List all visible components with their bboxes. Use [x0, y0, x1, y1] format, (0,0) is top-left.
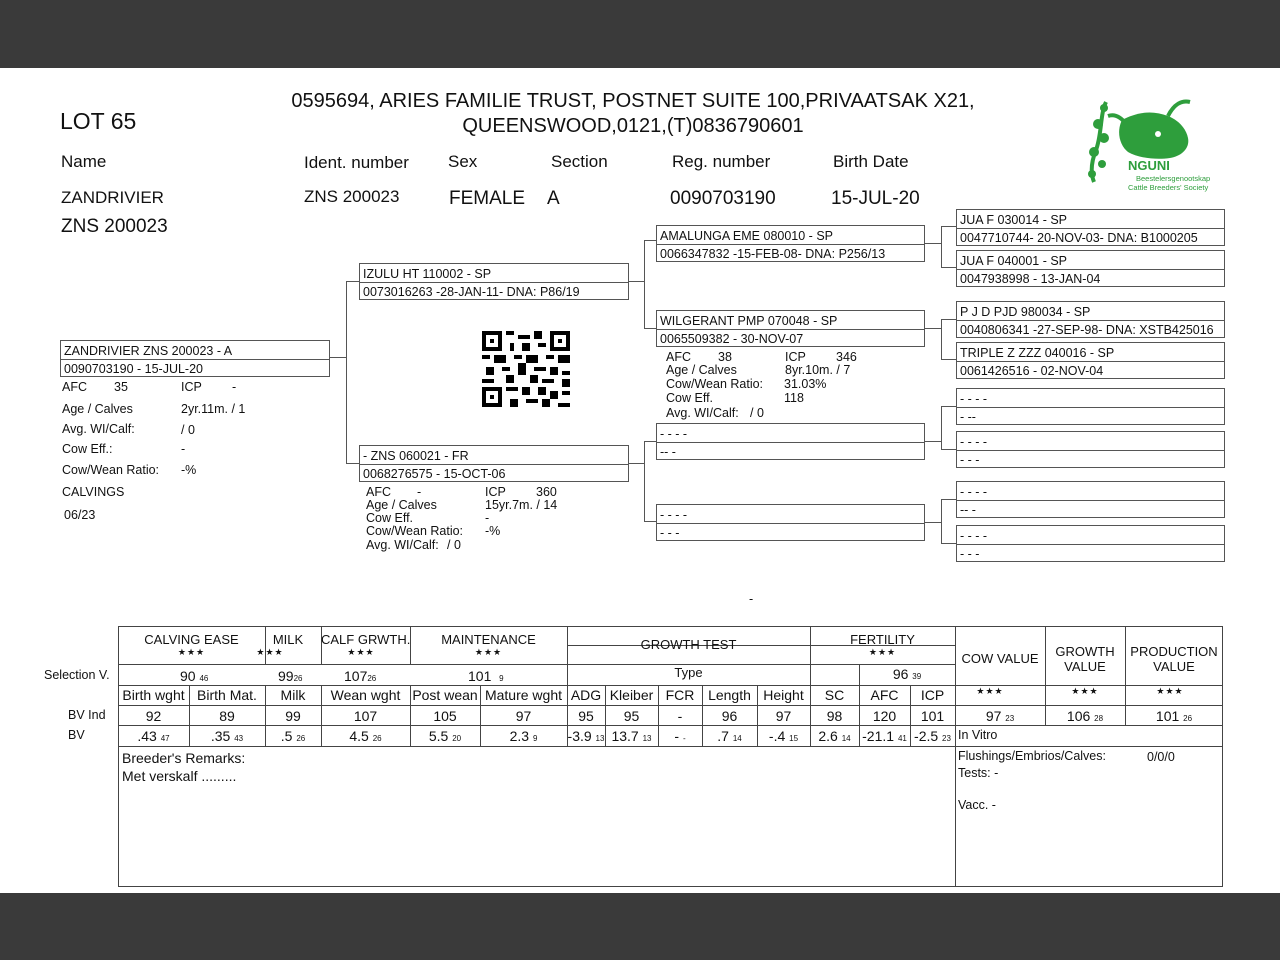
logo-sub-2: Cattle Breeders' Society	[1128, 183, 1209, 192]
self-afc: 35	[114, 380, 128, 394]
bv-cell	[265, 728, 321, 744]
sel-maintenance	[468, 668, 504, 684]
bv-ind-cell: 95	[578, 708, 594, 724]
bv-acc: 23	[942, 734, 951, 743]
self-eff: -	[181, 442, 186, 456]
bv-ind-label: BV Ind	[68, 708, 106, 722]
sel-milk-value: 99	[278, 668, 294, 684]
sire-dam-box	[656, 310, 925, 347]
sel-milk	[278, 668, 302, 684]
trait-header-cell: Kleiber	[609, 687, 654, 703]
bv-acc: 41	[897, 734, 907, 743]
ggp-2-line-1: JUA F 040001 - SP	[960, 254, 1068, 268]
bv-value: .5	[280, 728, 293, 744]
dam-cw-label: Cow/Wean Ratio:	[366, 524, 464, 538]
bv-acc: 9	[532, 734, 538, 743]
bv-value: 2.3	[509, 728, 530, 744]
bv-ind-cell: 92	[145, 708, 162, 724]
trait-header-cell: Mature wght	[484, 687, 563, 703]
bv-value: .43	[137, 728, 157, 744]
bv-acc: 26	[372, 734, 382, 743]
trait-header-cell: Length	[708, 687, 751, 703]
animal-ident: ZNS 200023	[304, 187, 400, 206]
trait-header-cell: Wean wght	[330, 687, 401, 703]
owner-line-1: 0595694, ARIES FAMILIE TRUST, POSTNET SUITE 100,PRIVAATSAK X21,	[291, 90, 975, 112]
trait-header-cell: Milk	[280, 687, 306, 703]
trait-header-cell: SC	[824, 687, 845, 703]
ggp-8-line-1: - - - -	[960, 529, 988, 543]
self-calvings-label: CALVINGS	[62, 485, 125, 499]
nguni-logo	[1082, 94, 1212, 198]
dam-afc: -	[417, 485, 422, 499]
logo-brand: NGUNI	[1128, 158, 1170, 173]
sd-cw-label: Cow/Wean Ratio:	[666, 377, 764, 391]
ggp-box-6	[956, 431, 1225, 468]
animal-name: ZANDRIVIER	[61, 188, 164, 207]
stars-fertility: ★★★	[868, 647, 897, 657]
value-ind-acc: 28	[1094, 714, 1104, 723]
col-name-label: Name	[61, 152, 107, 171]
dam-icp-label: ICP	[485, 485, 506, 499]
dd-line-2: - - -	[660, 526, 680, 540]
bv-acc: 20	[452, 734, 462, 743]
group-milk: MILK	[272, 632, 304, 647]
ggp-7-line-1: - - - -	[960, 485, 988, 499]
sel-maintenance-value: 101	[468, 668, 492, 684]
in-vitro-label: In Vitro	[958, 728, 998, 742]
bv-ind-cell: 98	[826, 708, 843, 724]
bv-label: BV	[68, 728, 85, 742]
sel-fertility-acc: 39	[912, 672, 922, 681]
bv-cell	[189, 728, 265, 744]
bv-value: -3.9	[567, 728, 592, 744]
sd-wi-label: Avg. WI/Calf:	[666, 406, 739, 420]
col-sex-label: Sex	[448, 152, 478, 171]
logo-sub-1: Beestelersgenootskap	[1136, 174, 1211, 183]
ggp-3-line-1: P J D PJD 980034 - SP	[960, 305, 1091, 319]
dam-eff: -	[485, 511, 490, 525]
ss-line-1: AMALUNGA EME 080010 - SP	[660, 229, 833, 243]
self-eff-label: Cow Eff.:	[62, 442, 113, 456]
bv-cell	[910, 728, 955, 744]
trait-header-cell: ICP	[920, 687, 945, 703]
stars-calving-ease: ★★★	[177, 647, 206, 657]
self-icp: -	[232, 380, 237, 394]
animal-name-2: ZNS 200023	[61, 216, 168, 237]
bv-acc: 26	[296, 734, 306, 743]
owner-line-2: QUEENSWOOD,0121,(T)0836790601	[462, 115, 804, 137]
bv-ind-cell: 99	[285, 708, 301, 724]
tests: Tests: -	[958, 766, 999, 780]
dam-icp: 360	[536, 485, 557, 499]
ggp-4-line-1: TRIPLE Z ZZZ 040016 - SP	[960, 346, 1115, 360]
bv-cell	[480, 728, 567, 744]
dam-stats	[366, 485, 626, 555]
bv-value: 4.5	[349, 728, 369, 744]
dam-afc-label: AFC	[366, 485, 391, 499]
stars-milk: ★★★	[256, 647, 284, 657]
bv-acc: -	[682, 734, 686, 743]
group-maintenance: MAINTENANCE	[441, 632, 536, 647]
self-cw: -%	[181, 463, 197, 477]
bv-ind-cell: 105	[433, 708, 457, 724]
sire-line-2: 0073016263 -28-JAN-11- DNA: P86/19	[363, 285, 580, 299]
bv-value: 2.6	[818, 728, 838, 744]
trait-header-cell: AFC	[870, 687, 899, 703]
sd-cw: 31.03%	[784, 377, 827, 391]
trait-header-cell: Birth Mat.	[197, 687, 257, 703]
bv-ind-cell: 107	[353, 708, 378, 724]
group-production-value: PRODUCTION VALUE	[1130, 644, 1218, 674]
trait-header-cell: Post wean	[412, 687, 478, 703]
self-age: 2yr.11m. / 1	[181, 402, 246, 416]
ggp-box-8	[956, 525, 1225, 562]
dam-cw: -%	[485, 524, 501, 538]
stars-cow-value: ★★★	[976, 686, 1004, 696]
self-box	[60, 340, 330, 377]
sel-type: Type	[674, 665, 703, 680]
self-cw-label: Cow/Wean Ratio:	[62, 463, 160, 477]
bv-ind-cell: 97	[515, 708, 532, 724]
bv-acc: 14	[841, 734, 851, 743]
self-line-1: ZANDRIVIER ZNS 200023 - A	[64, 344, 233, 358]
ss-line-2: 0066347832 -15-FEB-08- DNA: P256/13	[660, 247, 886, 261]
ds-line-1: - - - -	[660, 427, 688, 441]
value-ind-value: 106	[1066, 708, 1091, 724]
col-birth-label: Birth Date	[833, 152, 909, 171]
ggp-box-2	[956, 250, 1225, 287]
value-ind-cell	[1125, 708, 1223, 724]
bv-acc: 43	[234, 734, 244, 743]
bv-ind-cell: 96	[721, 708, 738, 724]
col-section-label: Section	[551, 152, 608, 171]
sel-calving-ease-acc: 46	[199, 674, 209, 683]
sel-milk-acc: 26	[293, 674, 303, 683]
dam-line-2: 0068276575 - 15-OCT-06	[363, 467, 506, 481]
ggp-3-line-2: 0040806341 -27-SEP-98- DNA: XSTB425016	[960, 323, 1214, 337]
sel-fertility	[859, 666, 955, 682]
sd-eff: 118	[784, 391, 804, 405]
value-ind-value: 97	[985, 708, 1002, 724]
group-growth-value: GROWTH VALUE	[1055, 644, 1115, 674]
dam-wi-label: Avg. WI/Calf:	[366, 538, 439, 552]
selection-label: Selection V.	[44, 668, 110, 682]
bv-cell	[605, 728, 658, 744]
ggp-7-line-2: -- -	[960, 503, 976, 517]
lot-number: LOT 65	[60, 108, 137, 134]
sd-age: 8yr.10m. / 7	[785, 363, 851, 377]
trait-header-cell: Height	[763, 687, 804, 703]
flushings-label: Flushings/Embrios/Calves:	[958, 749, 1106, 763]
bv-ind-cell: 101	[920, 708, 945, 724]
sire-line-1: IZULU HT 110002 - SP	[363, 267, 492, 281]
self-line-2: 0090703190 - 15-JUL-20	[64, 362, 203, 376]
ggp-box-5	[956, 388, 1225, 425]
ggp-8-line-2: - - -	[960, 547, 980, 561]
sd-icp: 346	[836, 350, 857, 364]
bv-ind-cell: 97	[775, 708, 792, 724]
bv-cell	[757, 728, 810, 744]
sel-maintenance-acc: 9	[499, 674, 504, 683]
col-ident-label: Ident. number	[304, 153, 409, 172]
bv-cell	[658, 728, 702, 744]
sd-icp-label: ICP	[785, 350, 806, 364]
bv-cell	[410, 728, 480, 744]
animal-sex: FEMALE	[449, 188, 526, 209]
stars-growth-value: ★★★	[1071, 686, 1099, 696]
ggp-box-1	[956, 209, 1225, 246]
bv-value: -21.1	[862, 728, 895, 744]
ggp-5-line-2: - --	[960, 410, 976, 424]
sel-calving-ease	[180, 668, 208, 684]
sel-calf-growth	[344, 668, 376, 684]
bv-value: .35	[210, 728, 231, 744]
dam-dam-box	[656, 504, 925, 541]
animal-section: A	[547, 188, 560, 209]
trait-header-cell: Birth wght	[122, 687, 185, 703]
flushings-value: 0/0/0	[1147, 750, 1175, 764]
vacc: Vacc. -	[958, 798, 996, 812]
bv-acc: 13	[642, 734, 652, 743]
bv-value: -2.5	[914, 728, 939, 744]
dam-eff-label: Cow Eff.	[366, 511, 414, 525]
top-dark-bar	[0, 0, 1280, 68]
bv-cell	[810, 728, 859, 744]
group-calving-ease: CALVING EASE	[144, 632, 239, 647]
ggp-1-line-1: JUA F 030014 - SP	[960, 213, 1068, 227]
stray-dash: -	[749, 592, 754, 606]
group-growth-test: GROWTH TEST	[640, 637, 737, 652]
ggp-box-7	[956, 481, 1225, 518]
animal-reg: 0090703190	[670, 188, 776, 209]
sd-line-1: WILGERANT PMP 070048 - SP	[660, 314, 838, 328]
qr-code	[482, 331, 570, 407]
ggp-4-line-2: 0061426516 - 02-NOV-04	[960, 364, 1104, 378]
sire-box	[359, 263, 629, 300]
sel-fertility-value: 96	[892, 666, 909, 682]
dam-age: 15yr.7m. / 14	[485, 498, 558, 512]
stars-production-value: ★★★	[1156, 686, 1184, 696]
remarks-title: Breeder's Remarks:	[122, 750, 246, 766]
bv-value: -.4	[768, 728, 786, 744]
sel-calving-ease-value: 90	[180, 668, 196, 684]
bv-cell	[859, 728, 910, 744]
ggp-2-line-2: 0047938998 - 13-JAN-04	[960, 272, 1101, 286]
bv-value: 5.5	[428, 728, 449, 744]
bv-ind-cell: -	[677, 708, 683, 724]
sel-calf-growth-acc: 26	[367, 674, 377, 683]
self-icp-label: ICP	[181, 380, 202, 394]
group-cow-value: COW VALUE	[961, 651, 1039, 666]
bv-acc: 15	[789, 734, 799, 743]
bv-ind-cell: 120	[872, 708, 897, 724]
value-ind-value: 101	[1155, 708, 1180, 724]
sd-afc-label: AFC	[666, 350, 691, 364]
dam-wi: / 0	[447, 538, 461, 552]
self-age-label: Age / Calves	[62, 402, 133, 416]
bv-cell	[567, 728, 605, 744]
bv-ind-cell: 95	[623, 708, 640, 724]
dam-line-1: - ZNS 060021 - FR	[363, 449, 469, 463]
sire-dam-stats	[666, 350, 926, 420]
self-afc-label: AFC	[62, 380, 87, 394]
sd-afc: 38	[718, 350, 732, 364]
bv-acc: 14	[732, 734, 742, 743]
sd-age-label: Age / Calves	[666, 363, 737, 377]
col-reg-label: Reg. number	[672, 152, 771, 171]
ggp-6-line-1: - - - -	[960, 435, 988, 449]
remarks-text: Met verskalf .........	[122, 768, 237, 784]
group-fertility: FERTILITY	[850, 632, 915, 647]
bv-value: .7	[717, 728, 729, 744]
bv-ind-cell: 89	[219, 708, 235, 724]
ggp-6-line-2: - - -	[960, 453, 980, 467]
bv-value: -	[674, 728, 680, 744]
bottom-dark-bar	[0, 893, 1280, 960]
pedigree-document	[0, 68, 1280, 893]
ds-line-2: -- -	[660, 445, 676, 459]
animal-birth: 15-JUL-20	[831, 188, 920, 209]
self-wi-label: Avg. WI/Calf:	[62, 422, 135, 436]
stars-calf-growth: ★★★	[347, 647, 375, 657]
bv-cell	[118, 728, 189, 744]
bv-cell	[321, 728, 410, 744]
value-ind-cell	[1045, 708, 1125, 724]
sel-calf-growth-value: 107	[344, 668, 368, 684]
ggp-box-3	[956, 301, 1225, 338]
sire-sire-box	[656, 225, 925, 262]
dam-age-label: Age / Calves	[366, 498, 437, 512]
ggp-5-line-1: - - - -	[960, 392, 988, 406]
value-ind-cell	[955, 708, 1045, 724]
dd-line-1: - - - -	[660, 508, 688, 522]
bv-value: 13.7	[611, 728, 639, 744]
bv-cell	[702, 728, 757, 744]
dam-sire-box	[656, 423, 925, 460]
sd-eff-label: Cow Eff.	[666, 391, 714, 405]
qr-code-icon	[482, 331, 570, 407]
value-ind-acc: 23	[1005, 714, 1015, 723]
stars-maintenance: ★★★	[474, 647, 503, 657]
value-ind-acc: 26	[1183, 714, 1193, 723]
ggp-box-4	[956, 342, 1225, 379]
bv-acc: 13	[595, 734, 605, 743]
bv-acc: 47	[160, 734, 170, 743]
trait-header-cell: ADG	[570, 687, 602, 703]
self-calvings: 06/23	[64, 508, 96, 522]
dam-box	[359, 445, 629, 482]
sd-wi: / 0	[750, 406, 764, 420]
sd-line-2: 0065509382 - 30-NOV-07	[660, 332, 804, 346]
trait-header-cell: FCR	[665, 687, 695, 703]
self-wi: / 0	[181, 423, 195, 437]
ggp-1-line-2: 0047710744- 20-NOV-03- DNA: B1000205	[960, 231, 1198, 245]
group-calf-growth: CALF GRWTH.	[321, 632, 411, 647]
